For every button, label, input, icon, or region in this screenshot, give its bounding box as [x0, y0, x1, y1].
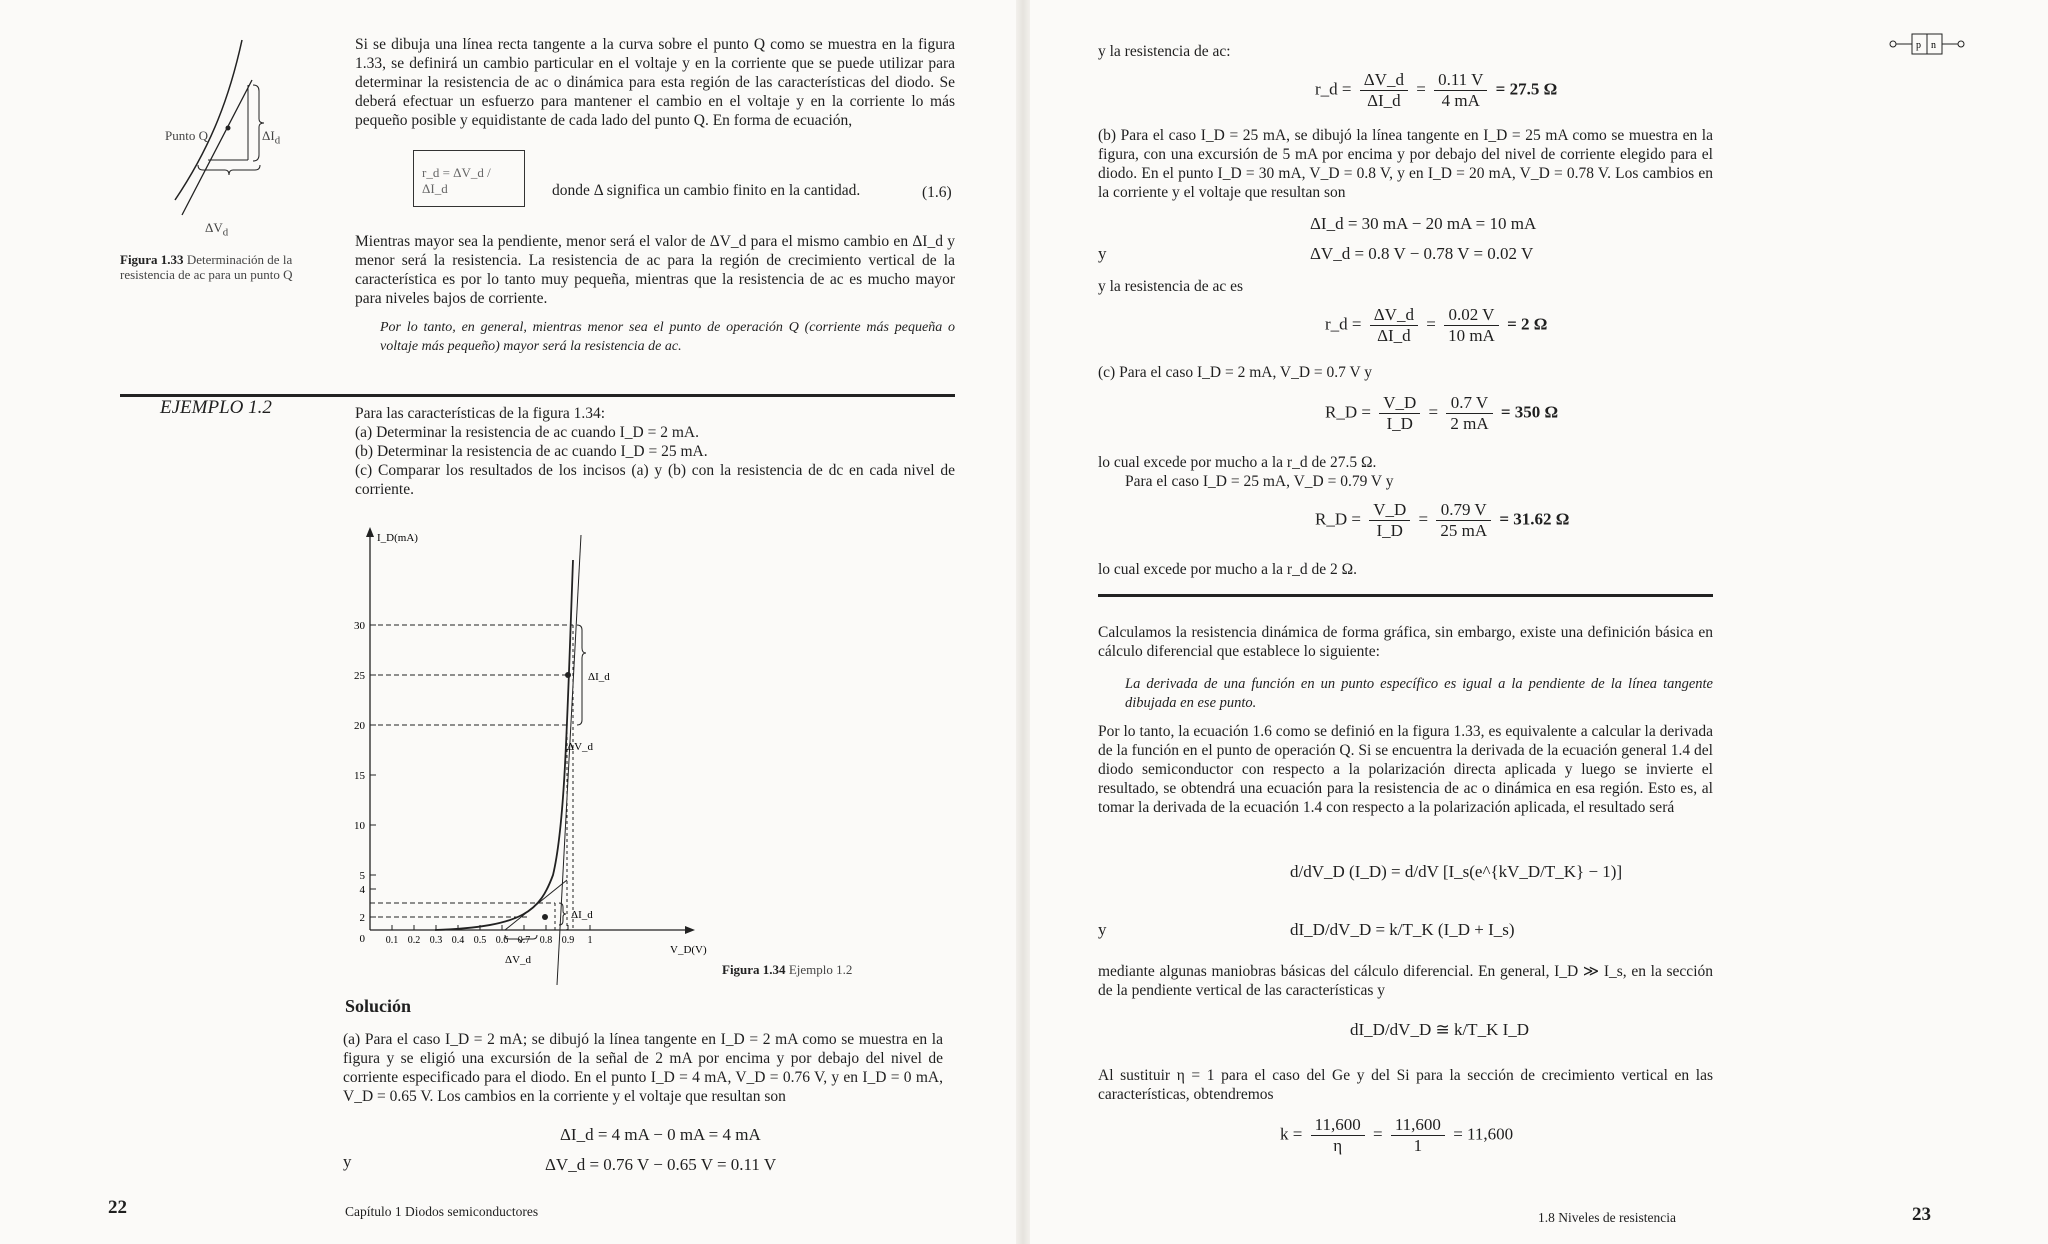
x-tick-label: 0.9	[561, 935, 575, 946]
q-point-25mA	[565, 672, 571, 678]
y-tick-label: 4	[359, 884, 365, 896]
fig133-caption: Figura 1.33 Determinación de la resistencia de ac para un punto Q	[120, 252, 293, 282]
r-line-c2: lo cual excede por mucho a la r_d de 27.5 Ω.	[1098, 454, 1377, 471]
example-title: EJEMPLO 1.2	[160, 397, 272, 418]
y-tick-label: 30	[354, 620, 365, 632]
y-tick-label: 15	[354, 770, 365, 782]
equation-k: k = $\frac{11,600}{\eta}$ = $\frac{11,600}{1}$ = 11,600	[1280, 1115, 1514, 1155]
y-axis-arrow	[366, 527, 374, 537]
x-ticks	[386, 925, 593, 946]
delta-i-brace-25	[577, 625, 586, 725]
r-italic-def: La derivada de una función en un punto específico es igual a la pendiente de la línea tangente dibujada en ese punto.	[1125, 676, 1713, 711]
x-tick-label: 0.7	[517, 935, 531, 946]
r-line-b3: y la resistencia de ac es	[1098, 278, 1244, 295]
delta-i-brace	[253, 85, 264, 161]
x-tick-label: 0.5	[473, 935, 487, 946]
diode-characteristic-curve	[435, 560, 573, 930]
fig133-label-q: Punto Q	[165, 128, 208, 143]
example-item-c: (c) Comparar los resultados de los incisos (a) y (b) con la resistencia de dc en cada nivel de corriente.	[355, 462, 955, 498]
figure-1-33-diagram	[120, 35, 320, 235]
example-item-b: (b) Determinar la resistencia de ac cuando I_D = 25 mA.	[355, 443, 708, 460]
q-point-2mA	[542, 914, 548, 920]
fig134-caption: Figura 1.34 Ejemplo 1.2	[722, 962, 853, 977]
equation-1-6-faint: r_d = ΔV_d / ΔI_d	[422, 165, 491, 196]
figure-1-34-chart	[345, 525, 725, 985]
y-tick-label: 2	[359, 912, 365, 924]
r-para-b: (b) Para el caso I_D = 25 mA, se dibujó la línea tangente en I_D = 25 mA como se muestra en la figura, con una excursión de 5 mA por encima y por debajo del nivel de corriente elegido para el diodo. En el punto I_D = 30 mA, V_D = 0.8 V, y en I_D = 20 mA, V_D = 0.78 V. Los cambios en la corriente y el voltaje que resultan son	[1098, 127, 1713, 201]
r-line-c: (c) Para el caso I_D = 2 mA, V_D = 0.7 V y	[1098, 364, 1373, 381]
x-tick-label: 0.4	[451, 935, 465, 946]
equation-d2: dI_D/dV_D = k/T_K (I_D + I_s)	[1290, 920, 1515, 939]
italic-note: Por lo tanto, en general, mientras menor sea el punto de operación Q (corriente más pequeña o voltaje más pequeño) mayor será la resistencia de ac.	[380, 320, 955, 354]
n-region-label: n	[1931, 40, 1936, 51]
r-line1: y la resistencia de ac:	[1098, 43, 1231, 60]
page-number-right: 23	[1912, 1204, 1931, 1225]
equation-RD1: R_D = $\frac{V\_D}{I\_D}$ = $\frac{0.7 V}{2 mA}$ = 350 Ω	[1325, 393, 1559, 433]
equation-d3: dI_D/dV_D ≅ k/T_K I_D	[1350, 1020, 1530, 1039]
equation-rd1: r_d = $\frac{\Delta V\_d}{\Delta I\_d}$ = $\frac{0.11 V}{4 mA}$ = 27.5 Ω	[1315, 70, 1558, 110]
y-tick-label: 10	[354, 820, 365, 832]
x-tick-label: 0.2	[407, 935, 421, 946]
x-tick-label: 0.1	[385, 935, 399, 946]
solucion-title: Solución	[345, 996, 412, 1016]
slope-paragraph: Mientras mayor sea la pendiente, menor será el valor de ΔV_d para el mismo cambio en ΔI_d y menor será la resistencia. La resistencia de ac para la región de crecimiento vertical de la característica es por lo tanto muy pequeña, mientras que la resistencia de ac es mucho mayor para niveles bajos de corriente.	[355, 233, 955, 307]
x-tick-label: 0.6	[495, 935, 509, 946]
example-intro: Para las características de la figura 1.34:	[355, 405, 606, 422]
y-tick-label: 20	[354, 720, 365, 732]
y-ticks	[354, 620, 376, 945]
solucion-paragraph: (a) Para el caso I_D = 2 mA; se dibujó la línea tangente en I_D = 2 mA como se muestra en la figura y se eligió una excursión de la señal de 2 mA por encima y por debajo del nivel de corriente especificado para el diodo. En el punto I_D = 4 mA, V_D = 0.76 V, y en I_D = 0 mA, V_D = 0.65 V. Los cambios en la corriente y el voltaje que resultan son	[343, 1031, 943, 1105]
tangent-2mA	[505, 880, 567, 930]
r-line-c4: lo cual excede por mucho a la r_d de 2 Ω.	[1098, 561, 1357, 578]
equation-a1: ΔI_d = 4 mA − 0 mA = 4 mA	[560, 1125, 761, 1144]
pn-diode-icon	[1888, 30, 1968, 58]
footer-right: 1.8 Niveles de resistencia	[1538, 1210, 1676, 1225]
equation-1-6-number: (1.6)	[922, 184, 952, 201]
r-section-rule	[1098, 594, 1713, 597]
tangent-line	[182, 80, 252, 215]
equation-RD2: R_D = $\frac{V\_D}{I\_D}$ = $\frac{0.79 V}{25 mA}$ = 31.62 Ω	[1315, 500, 1570, 540]
x-axis-label: V_D(V)	[670, 944, 707, 956]
delta-i-label-25: ΔI_d	[588, 671, 610, 683]
r-para-maniobras: mediante algunas maniobras básicas del cálculo diferencial. En general, I_D ≫ I_s, en la sección de la pendiente vertical de las características y	[1098, 963, 1713, 999]
equation-rd2: r_d = $\frac{\Delta V\_d}{\Delta I\_d}$ = $\frac{0.02 V}{10 mA}$ = 2 Ω	[1325, 305, 1548, 345]
y-tick-label: 5	[359, 870, 365, 882]
equation-d2-prefix: y	[1098, 920, 1107, 939]
r-para-calc: Calculamos la resistencia dinámica de forma gráfica, sin embargo, existe una definición básica en cálculo diferencial que establece lo siguiente:	[1098, 624, 1713, 660]
r-para-sustituir: Al sustituir η = 1 para el caso del Ge y del Si para la sección de crecimiento vertical en las características, obtendremos	[1098, 1067, 1713, 1103]
equation-1-6-text: donde Δ significa un cambio finito en la cantidad.	[552, 182, 861, 199]
fig133-label-dv: $\Delta V_d$	[205, 220, 229, 239]
r-line-c3: Para el caso I_D = 25 mA, V_D = 0.79 V y	[1125, 473, 1394, 490]
footer-left: Capítulo 1 Diodos semiconductores	[345, 1204, 539, 1219]
equation-a2: ΔV_d = 0.76 V − 0.65 V = 0.11 V	[545, 1155, 777, 1174]
book-gutter	[1016, 0, 1030, 1244]
x-axis-arrow	[685, 926, 695, 934]
equation-a2-prefix: y	[343, 1152, 352, 1171]
x-tick-label: 0.8	[539, 935, 553, 946]
delta-i-label-2: ΔI_d	[571, 909, 593, 921]
intro-paragraph: Si se dibuja una línea recta tangente a la curva sobre el punto Q como se muestra en la figura 1.33, se definirá un cambio particular en el voltaje y en la corriente que se puede utilizar para determinar la resistencia de ac o dinámica para esta región de las características del diodo. Se deberá efectuar un esfuerzo para mantener el cambio en el voltaje y en la corriente lo más pequeño posible y equidistante de cada lado del punto Q. En forma de ecuación,	[355, 36, 955, 129]
x-tick-label: 1	[587, 935, 593, 946]
r-para-deriv: Por lo tanto, la ecuación 1.6 como se definió en la figura 1.33, es equivalente a calcular la derivada de la función en el punto de operación Q. Si se encuentra la derivada de la ecuación general 1.4 del diodo semiconductor con respecto a la polarización directa aplicada y luego se invierte el resultado, se obtendrá una ecuación para la resistencia de ac o dinámica en esa región. Esto es, al tomar la derivada de la ecuación 1.4 con respecto a la polarización aplicada, el resultado será	[1098, 723, 1713, 816]
example-item-a: (a) Determinar la resistencia de ac cuando I_D = 2 mA.	[355, 424, 699, 441]
equation-b2-prefix: y	[1098, 244, 1107, 263]
y-axis-label: I_D(mA)	[377, 532, 418, 544]
equation-b2: ΔV_d = 0.8 V − 0.78 V = 0.02 V	[1310, 244, 1534, 263]
y-tick-label: 0	[359, 933, 365, 945]
delta-v-label-2: ΔV_d	[505, 954, 532, 966]
page-number-left: 22	[108, 1197, 127, 1218]
equation-b1: ΔI_d = 30 mA − 20 mA = 10 mA	[1310, 214, 1537, 233]
equation-1-6-box	[413, 150, 525, 207]
p-region-label: p	[1916, 40, 1921, 51]
equation-d1: d/dV_D (I_D) = d/dV [I_s(e^{kV_D/T_K} − 1)]	[1290, 862, 1623, 881]
delta-v-label-25: ΔV_d	[567, 741, 594, 753]
fig133-label-di: $\Delta I_d$	[262, 128, 281, 147]
x-tick-label: 0.3	[429, 935, 443, 946]
q-point	[226, 126, 231, 131]
y-tick-label: 25	[354, 670, 365, 682]
